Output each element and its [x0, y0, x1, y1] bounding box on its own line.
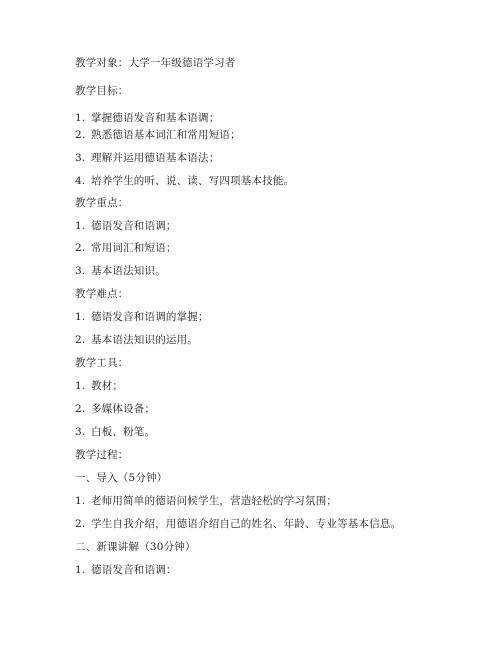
list-item: [75, 111, 219, 125]
tools-heading: [75, 356, 129, 370]
list-item: [75, 310, 209, 324]
section-heading: [75, 540, 196, 554]
line-text: 教学过程：: [75, 449, 129, 461]
list-text: 白板、粉笔。: [91, 426, 156, 438]
list-number: 2.: [75, 129, 86, 141]
list-text: 德语发音和语调：: [91, 564, 177, 576]
list-number: 3.: [75, 152, 86, 164]
list-number: 4.: [75, 175, 86, 187]
list-text: 熟悉德语基本词汇和常用短语；: [91, 129, 241, 141]
process-heading: [75, 448, 129, 462]
list-item: [75, 333, 198, 347]
list-number: 3.: [75, 426, 86, 438]
list-number: 2.: [75, 242, 86, 254]
list-number: 1.: [75, 311, 86, 323]
list-text: 基本语法知识。: [91, 265, 166, 277]
list-text: 老师用简单的德语问候学生，营造轻松的学习氛围；: [91, 495, 338, 507]
list-number: 2.: [75, 334, 86, 346]
list-item: [75, 151, 219, 165]
list-item: [75, 241, 177, 255]
line-text: 教学工具：: [75, 357, 129, 369]
list-text: 基本语法知识的运用。: [91, 334, 198, 346]
list-text: 多媒体设备；: [91, 403, 156, 415]
list-text: 德语发音和语调的掌握；: [91, 311, 209, 323]
line-text: 教学目标：: [75, 85, 129, 97]
list-number: 1.: [75, 112, 86, 124]
list-text: 掌握德语发音和基本语调；: [91, 112, 220, 124]
list-item: [75, 174, 294, 188]
list-item: [75, 128, 241, 142]
list-text: 学生自我介绍，用德语介绍自己的姓名、年龄、专业等基本信息。: [91, 518, 402, 530]
teaching-goals-heading: [75, 84, 129, 98]
list-number: 2.: [75, 518, 86, 530]
list-number: 1.: [75, 564, 86, 576]
list-number: 2.: [75, 403, 86, 415]
line-text: 教学对象：大学一年级德语学习者: [75, 57, 236, 69]
line-text: 教学重点：: [75, 197, 129, 209]
list-item: [75, 219, 177, 233]
list-item: [75, 494, 337, 508]
list-text: 教材；: [91, 380, 124, 392]
key-points-heading: [75, 196, 129, 210]
list-item: [75, 264, 166, 278]
difficulties-heading: [75, 287, 129, 301]
list-number: 1.: [75, 380, 86, 392]
list-text: 培养学生的听、说、读、写四项基本技能。: [91, 175, 295, 187]
line-text: 一、导入（5分钟）: [75, 472, 168, 484]
line-text: 教学难点：: [75, 288, 129, 300]
section-heading: [75, 471, 167, 485]
list-number: 1.: [75, 495, 86, 507]
list-item: [75, 379, 123, 393]
list-text: 德语发音和语调；: [91, 220, 177, 232]
list-item: [75, 402, 155, 416]
list-text: 常用词汇和短语；: [91, 242, 177, 254]
list-number: 1.: [75, 220, 86, 232]
list-text: 理解并运用德语基本语法；: [91, 152, 220, 164]
list-number: 3.: [75, 265, 86, 277]
list-item: [75, 425, 155, 439]
line-text: 二、新课讲解（30分钟）: [75, 541, 196, 553]
list-item: [75, 563, 177, 577]
teaching-target-line: [75, 56, 236, 70]
list-item: [75, 517, 401, 531]
